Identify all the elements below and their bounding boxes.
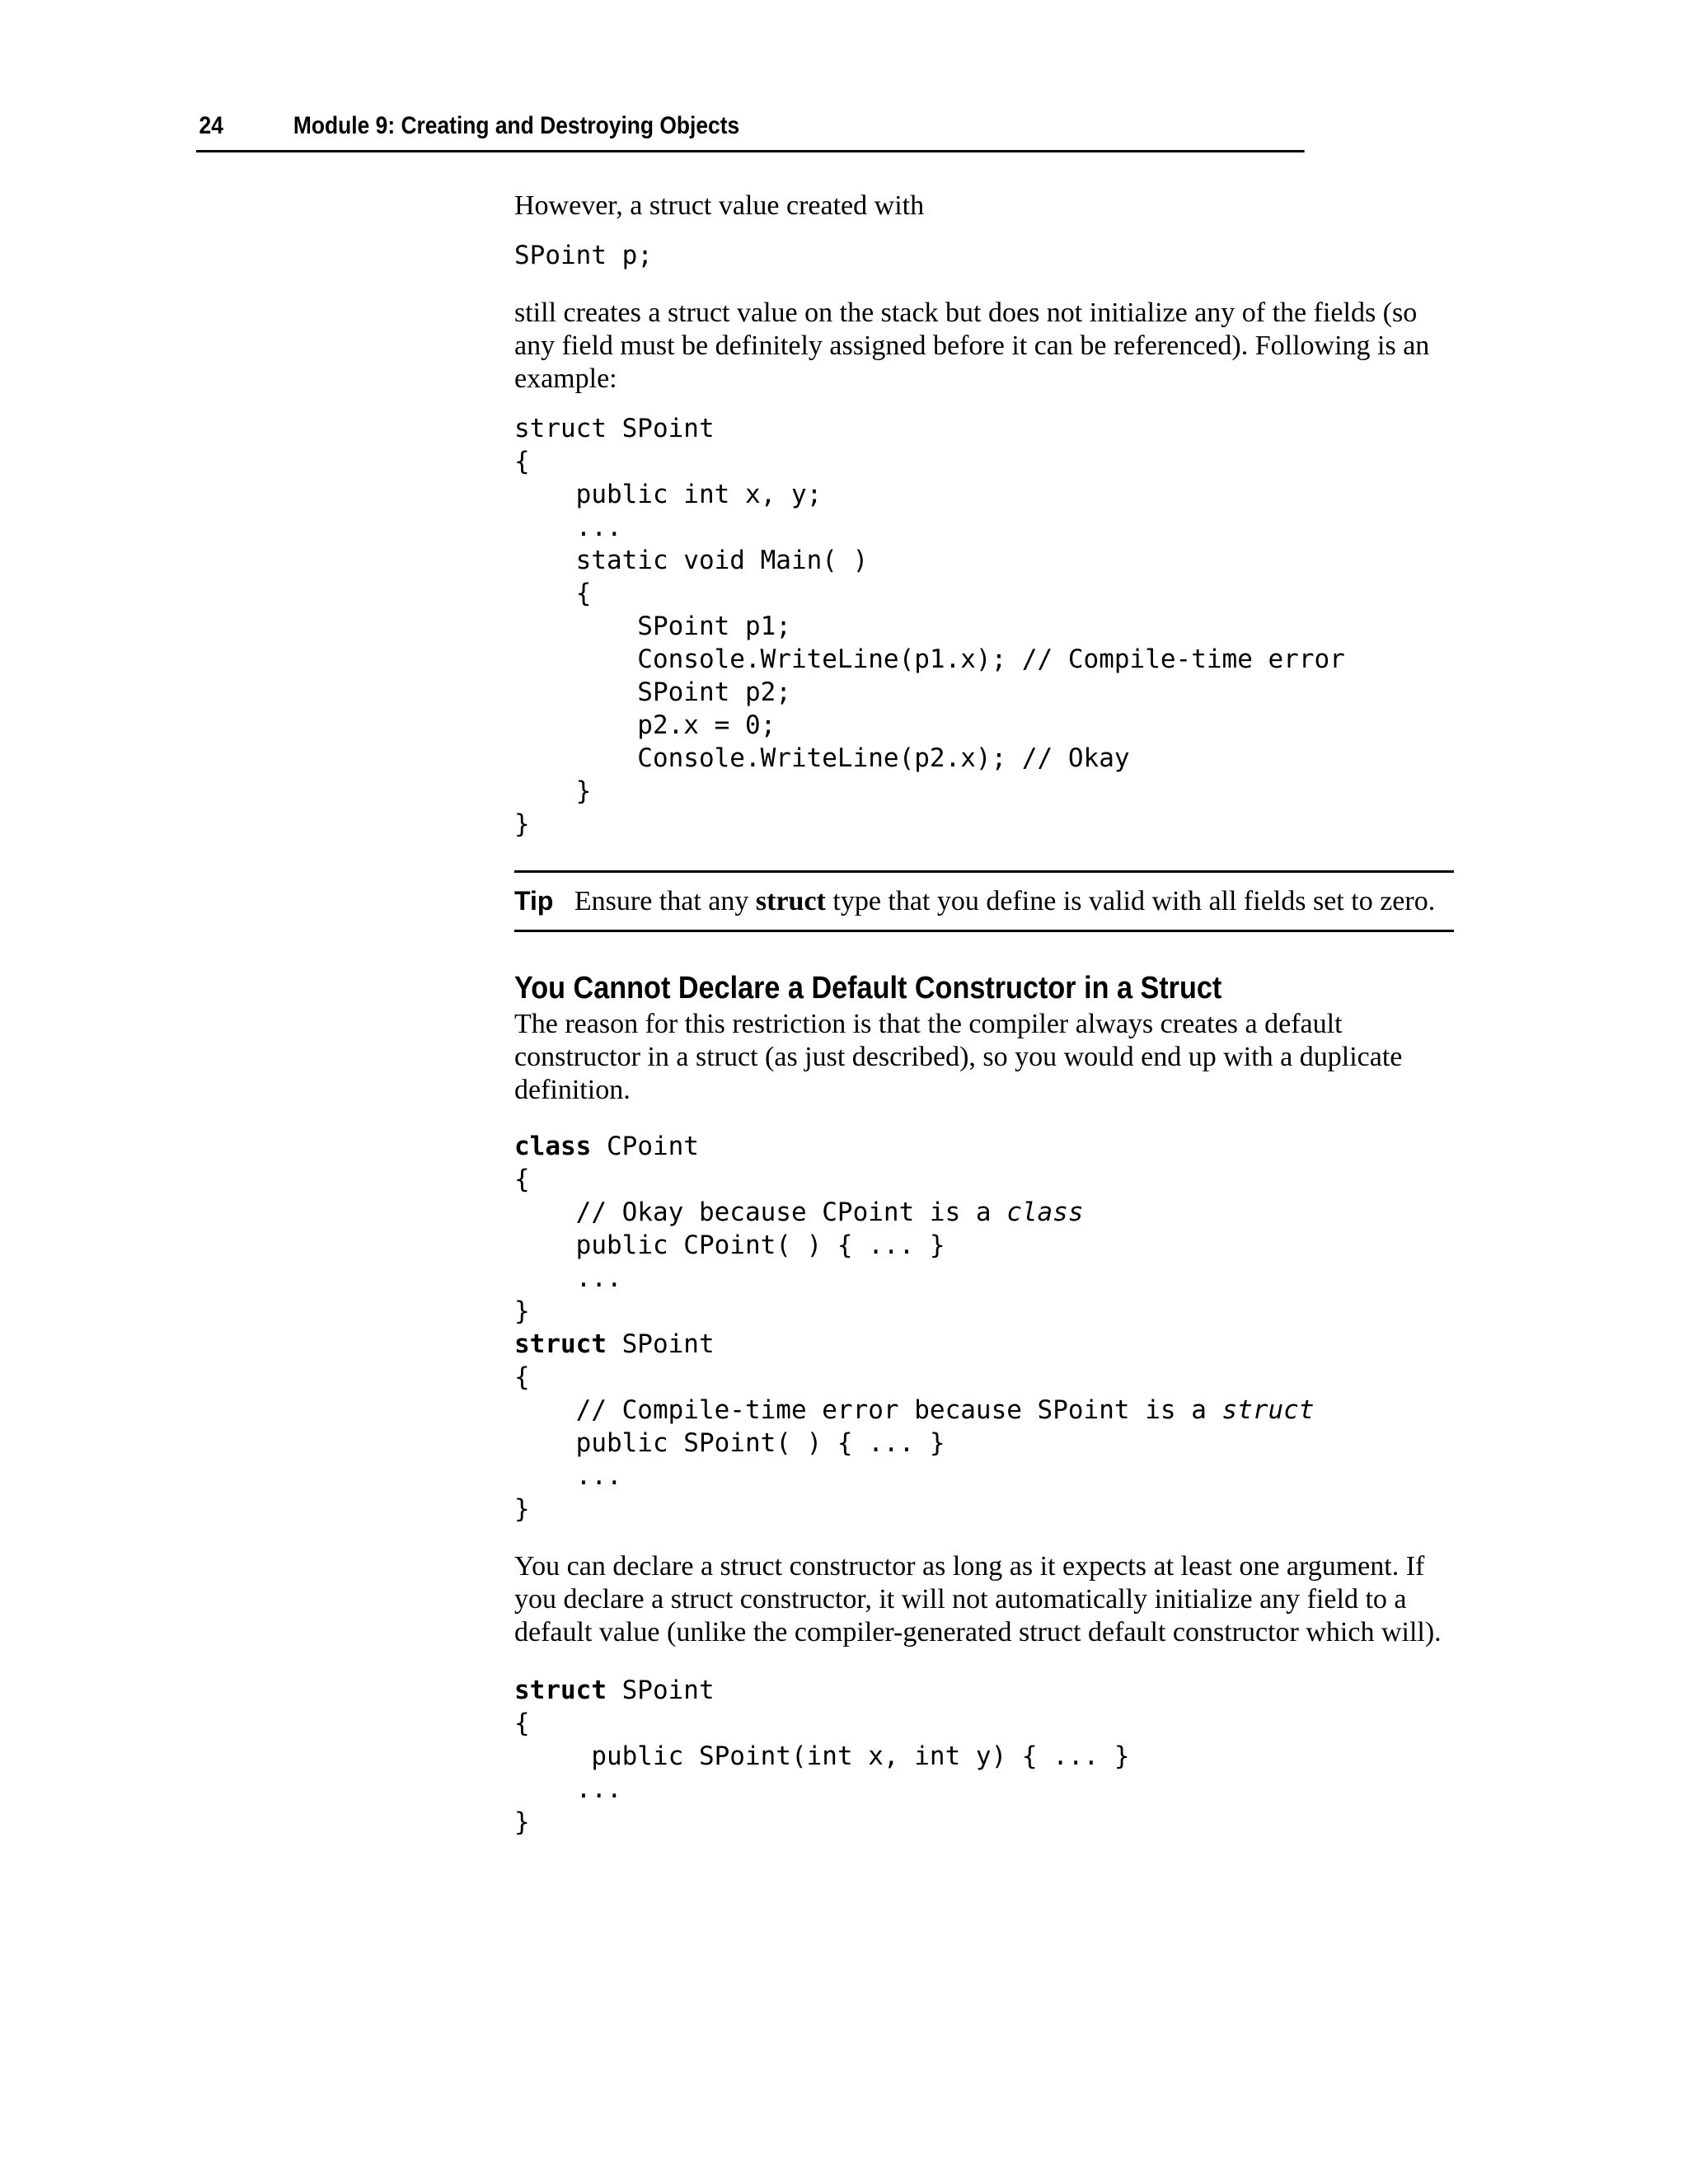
code-part: CPoint { // Okay because CPoint is a [514,1132,992,1227]
intro-paragraph: However, a struct value created with [514,190,925,221]
code-part: public SPoint( ) { ... } ... } [514,1428,945,1524]
code-example-struct-constructor [514,1674,1454,1839]
tip-text-before: Ensure that any [574,886,749,916]
code-body: SPoint { public SPoint(int x, int y) { ... } ... } [514,1675,1130,1837]
page-header [196,109,1305,152]
stack-explanation-paragraph: still creates a struct value on the stack but does not initialize any of the fields (so any field must be definitely assigned before it can be referenced). Following is an example: [514,298,1430,394]
section-heading: You Cannot Declare a Default Constructor in a Struct [514,971,1222,1005]
tip-box [514,870,1454,932]
tip-text-after: type that you define is valid with all fields set to zero. [832,886,1436,916]
code-example-constructor [514,1130,1454,1526]
code-part: SPoint { // Compile-time error because SPoint is a [514,1329,1207,1425]
code-keyword-struct: struct [514,1329,607,1359]
code-italic-class: class [1006,1197,1084,1227]
tip-keyword: struct [755,886,826,916]
code-example-uninitialized [514,412,1454,841]
page-number: 24 [199,112,223,139]
tip-label: Tip [514,886,554,916]
page-content [514,190,1454,1839]
module-title: Module 9: Creating and Destroying Objects [293,112,740,139]
code-keyword-class: class [514,1132,592,1161]
tip-text [514,884,1454,918]
code-italic-struct: struct [1221,1395,1315,1425]
code-body: SPoint { public int x, y; ... static void Main( ) { SPoint p1; Console.WriteLine(p1.x); // Compile-time error SPoint p2; p2.x = 0; Console.WriteLine(p2.x); // Okay } } [514,414,1345,839]
struct-constructor-paragraph: You can declare a struct constructor as long as it expects at least one argument. If you declare a struct constructor, it will not automatically initialize any field to a default value (unlike the compiler-generated struct default constructor which will). [514,1551,1442,1647]
code-keyword: struct [514,414,607,443]
code-part: public CPoint( ) { ... } ... } [514,1230,945,1326]
code-keyword-struct: struct [514,1675,607,1705]
code-declaration: SPoint p; [514,241,653,270]
restriction-paragraph: The reason for this restriction is that the compiler always creates a default constructor in a struct (as just described), so you would end up with a duplicate definition. [514,1009,1403,1105]
